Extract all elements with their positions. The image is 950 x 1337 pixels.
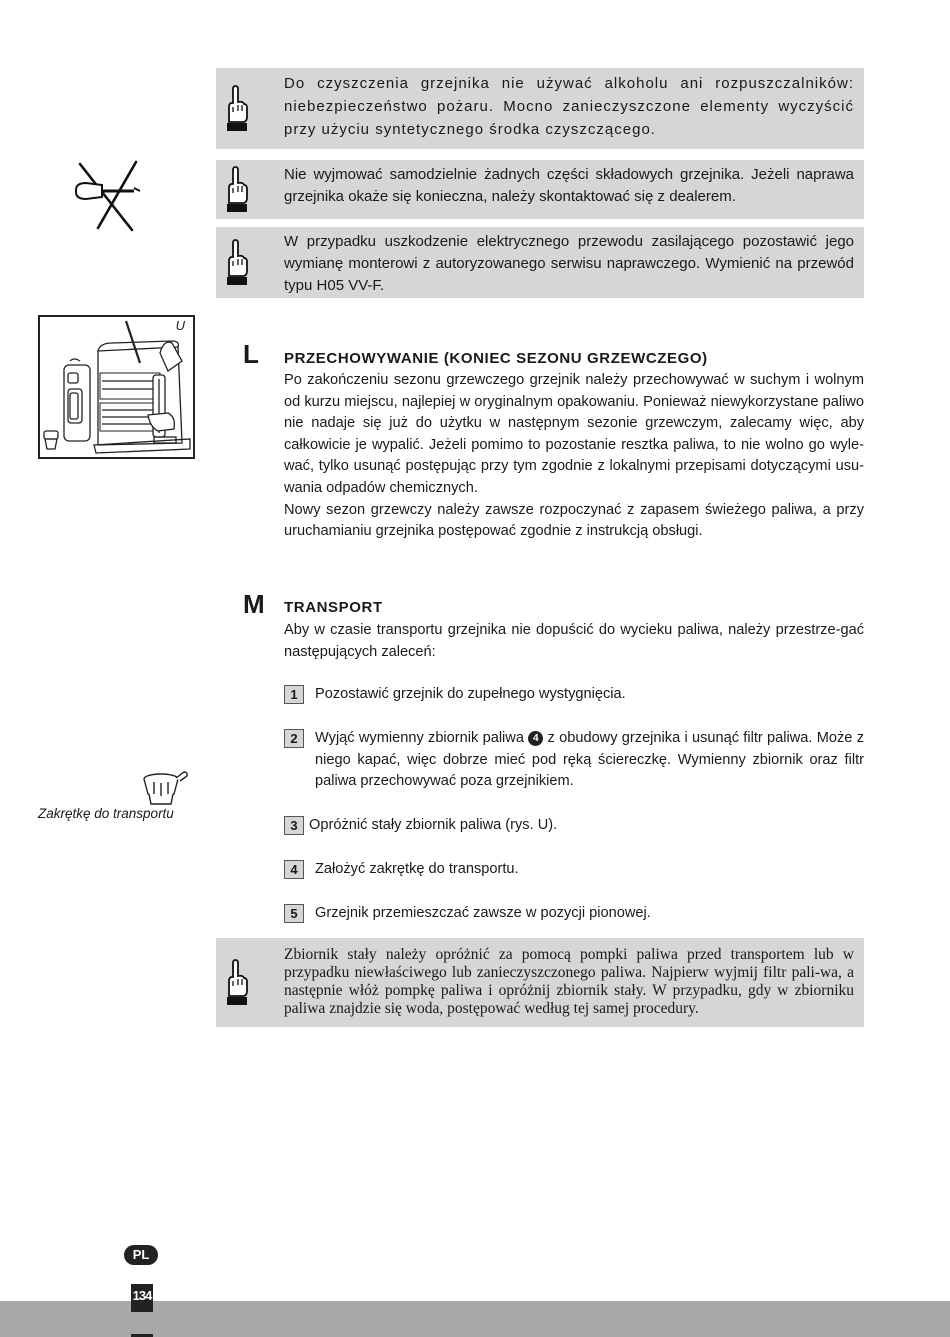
step-1: [284, 684, 864, 706]
section-title-transport: TRANSPORT: [284, 599, 383, 616]
warning-note-text: Zbiornik stały należy opróżnić za pomocą pompki paliwa przed transportem lub w przypadku niewłaściwego lub zanieczyszczonego paliwa. Najpierw wyjmij filtr pali-wa, a następnie włóż pompkę paliwa i opróżnij zbiornik stały. W przypadku, gdy w zbiorniku paliwa znajdzie się woda, postępować według tej samej procedury.: [284, 946, 854, 1017]
section-title-storage: PRZECHOWYWANIE (KONIEC SEZONU GRZEWCZEGO): [284, 350, 708, 367]
figure-u-heater: [38, 315, 195, 459]
transport-cap-caption: Zakrętkę do transportu: [38, 806, 174, 821]
no-screwdriver-icon: [72, 158, 144, 234]
step-2: [284, 728, 864, 793]
warning-note-3: [216, 227, 864, 298]
step-4: [284, 859, 864, 881]
section-l-body: [284, 370, 864, 543]
section-m-intro: Aby w czasie transportu grzejnika nie dopuścić do wycieku paliwa, należy przestrze-gać następujących zaleceń:: [284, 622, 864, 660]
step-text: Opróżnić stały zbiornik paliwa (rys. U).: [309, 817, 558, 833]
warning-note-text: Nie wyjmować samodzielnie żadnych części składowych grzejnika. Jeżeli naprawa grzejnika okaże się konieczna, należy skontaktować się z dealerem.: [284, 166, 854, 205]
step-number: 1: [284, 685, 304, 704]
section-letter-m: M: [243, 589, 265, 619]
step-number: 2: [284, 729, 304, 748]
step-text: Grzejnik przemieszczać zawsze w pozycji pionowej.: [315, 905, 651, 921]
paragraph: Nowy sezon grzewczy należy zawsze rozpoczynać z zapasem świeżego paliwa, a przy uruchamianiu grzejnika postępować zgodnie z instrukcją obsługi.: [284, 501, 864, 540]
pointing-hand-icon: [224, 239, 250, 287]
section-letter-l: L: [243, 339, 259, 369]
warning-note-text: Do czyszczenia grzejnika nie używać alkoholu ani rozpuszczalników: niebezpieczeństwo pożaru. Mocno zanieczyszczone elementy wyczyścić przy użyciu syntetycznego środka czyszczącego.: [284, 75, 854, 138]
paragraph: Po zakończeniu sezonu grzewczego grzejnik należy przechowywać w suchym i wolnym od kurzu miejscu, najlepiej w oryginalnym opakowaniu. Ponieważ niewykorzystane paliwo nie nadaje się już do użytku w następnym sezonie grzewczym, zalecamy więc, aby całkowicie je wypalić. Jeżeli pomimo to pozostanie resztka paliwa, to nie wolno go wyle-wać, tylko usunąć postępując przy tym zgodnie z lokalnymi przepisami dotyczącymi usu-wania odpadów chemicznych.: [284, 372, 864, 496]
warning-note-1: [216, 68, 864, 149]
part-number-badge: 4: [528, 731, 543, 746]
heater-illustration: [40, 317, 193, 457]
figure-label: U: [175, 318, 185, 333]
step-text-part: Wyjąć wymienny zbiornik paliwa: [315, 730, 524, 746]
warning-note-text: W przypadku uszkodzenie elektrycznego przewodu zasilającego pozostawić jego wymianę monterowi z autoryzowanego serwisu naprawczego. Wymienić na przewód typu H05 VV-F.: [284, 233, 854, 294]
step-text: Założyć zakrętkę do transportu.: [315, 861, 519, 877]
language-badge: PL: [124, 1245, 158, 1265]
pointing-hand-icon: [224, 166, 250, 214]
warning-note-transport: [216, 938, 864, 1027]
step-number: 3: [284, 816, 304, 835]
step-text: [315, 728, 864, 793]
step-3: [284, 815, 864, 837]
step-number: 4: [284, 860, 304, 879]
step-number: 5: [284, 904, 304, 923]
step-5: [284, 903, 864, 925]
pointing-hand-icon: [224, 85, 250, 133]
warning-note-2: [216, 160, 864, 219]
step-text: Pozostawić grzejnik do zupełnego wystygnięcia.: [315, 686, 626, 702]
step-text-part: z obudowy grzejnika i usunąć filtr paliwa. Może z niego kapać, więc dobrze mieć pod ręką ściereczkę. Wymienny zbiornik oraz filtr paliwa przechowywać poza grzejnikiem.: [315, 730, 864, 790]
pointing-hand-icon: [224, 959, 250, 1007]
transport-cap-icon: [140, 770, 190, 806]
page-number: 134: [131, 1284, 153, 1312]
